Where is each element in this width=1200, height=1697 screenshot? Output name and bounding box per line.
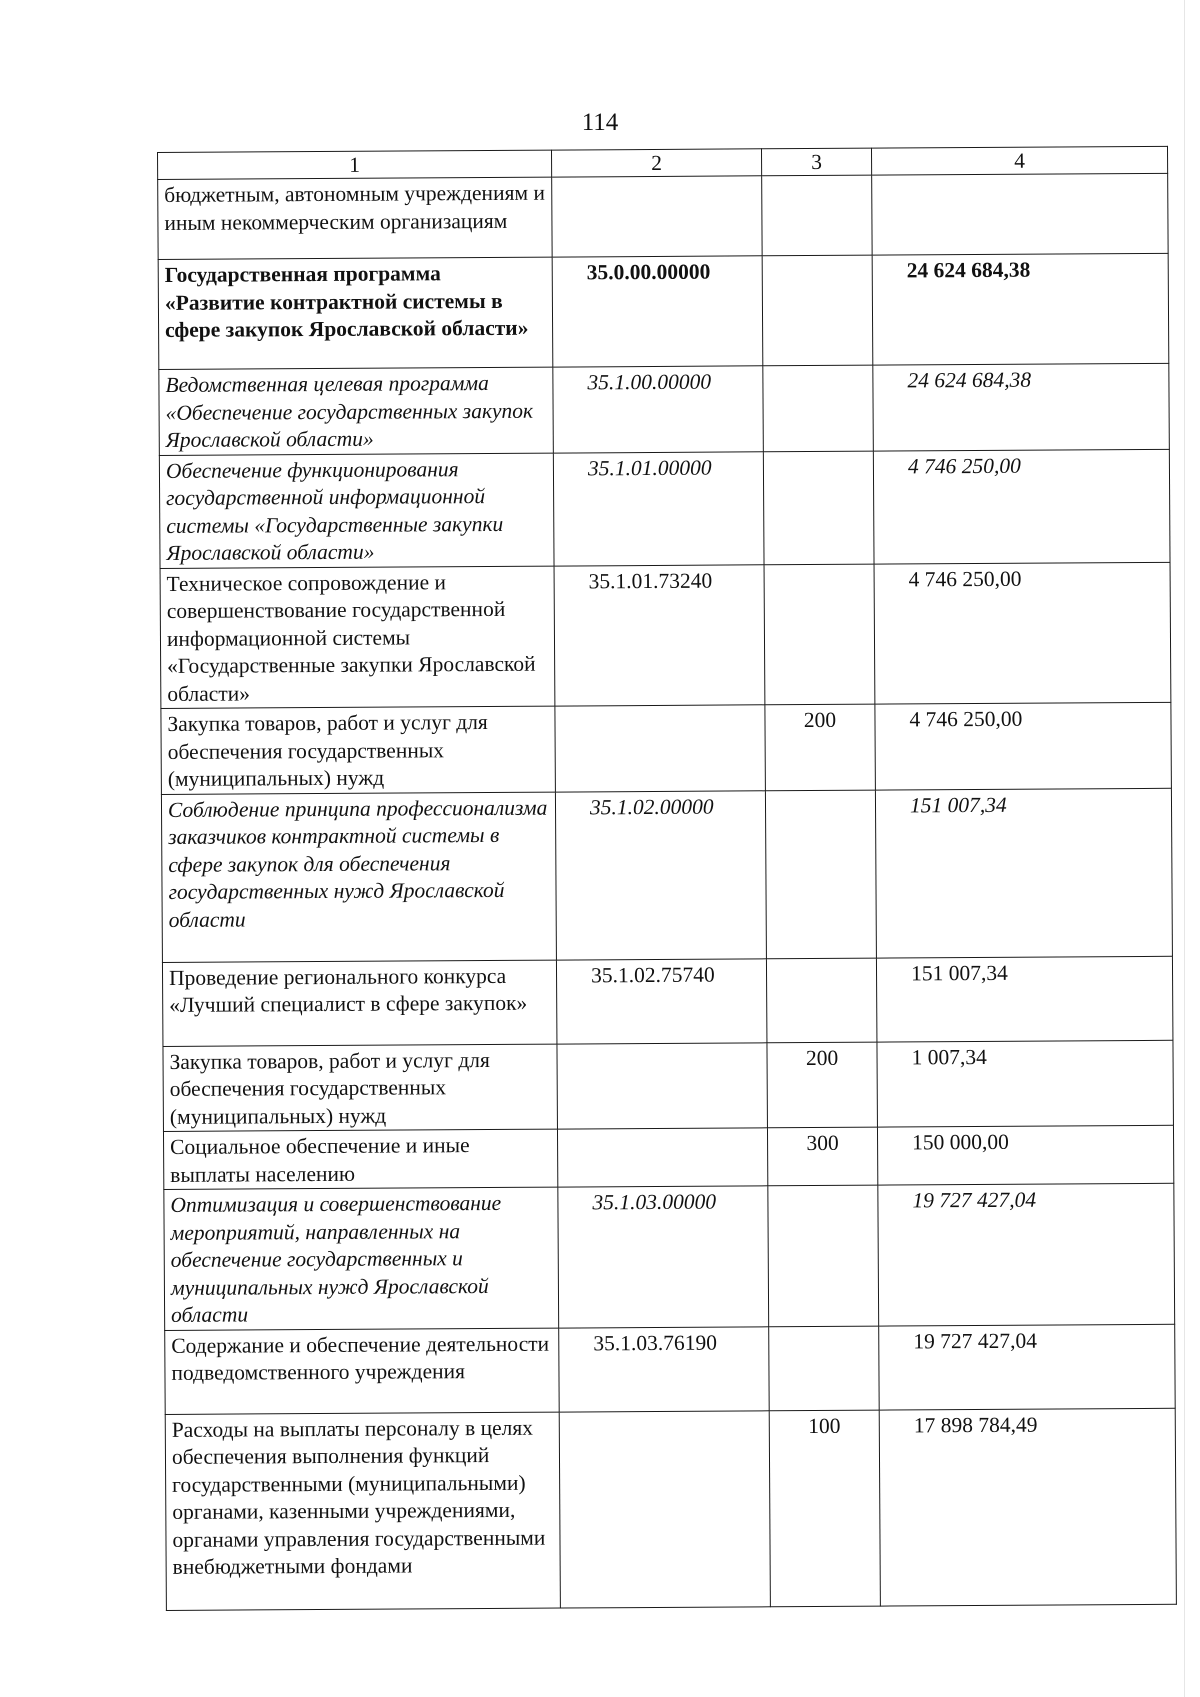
row-amount xyxy=(872,173,1168,255)
row-name: Проведение регионального конкурса «Лучший специалист в сфере закупок» xyxy=(162,960,557,1046)
column-header-2: 2 xyxy=(551,149,761,177)
table-row xyxy=(159,449,1170,568)
row-code xyxy=(557,1042,768,1129)
row-name: Техническое сопровождение и совершенствование государственной информационной системы «Государственные закупки Ярославской области» xyxy=(160,566,555,709)
row-amount: 151 007,34 xyxy=(876,956,1173,1042)
page-number: 114 xyxy=(581,109,619,136)
row-amount: 150 000,00 xyxy=(877,1125,1173,1185)
row-code xyxy=(555,705,766,792)
row-name: Содержание и обеспечение деятельности подведомственного учреждения xyxy=(165,1328,560,1414)
row-amount: 19 727 427,04 xyxy=(879,1324,1176,1410)
row-amount: 4 746 250,00 xyxy=(873,449,1170,564)
table-row xyxy=(165,1408,1176,1610)
row-amount: 4 746 250,00 xyxy=(874,562,1171,704)
table-row xyxy=(161,702,1172,794)
column-header-3: 3 xyxy=(761,148,871,176)
row-code: 35.1.00.00000 xyxy=(553,366,764,453)
table-row xyxy=(161,788,1172,962)
row-name: Закупка товаров, работ и услуг для обеспечения государственных (муниципальных) нужд xyxy=(161,706,556,794)
row-code: 35.1.01.00000 xyxy=(553,451,764,565)
row-code xyxy=(557,1128,767,1187)
row-expense-type: 300 xyxy=(767,1127,877,1186)
row-name: Соблюдение принципа профессионализма заказчиков контрактной системы в сфере закупок для обеспечения государственных нужд Ярославской области xyxy=(161,792,556,962)
table-row xyxy=(158,253,1169,369)
row-name: Расходы на выплаты персоналу в целях обеспечения выполнения функций государственными (муниципальными) органами, казенными учреждениями, органами управления государственными внебюджетными фондами xyxy=(165,1412,560,1610)
row-name: Государственная программа «Развитие контрактной системы в сфере закупок Ярославской области» xyxy=(158,257,553,369)
row-amount: 17 898 784,49 xyxy=(879,1408,1176,1606)
row-code: 35.1.03.00000 xyxy=(558,1186,769,1328)
row-name: Ведомственная целевая программа «Обеспечение государственных закупок Ярославской области» xyxy=(159,367,554,455)
column-header-4: 4 xyxy=(871,146,1167,175)
row-amount: 24 624 684,38 xyxy=(873,363,1170,450)
row-code xyxy=(552,176,762,257)
row-amount: 1 007,34 xyxy=(877,1040,1174,1127)
row-expense-type xyxy=(762,255,873,366)
row-expense-type xyxy=(763,451,874,565)
row-expense-type xyxy=(764,564,875,705)
row-code: 35.1.02.00000 xyxy=(555,790,766,959)
row-expense-type: 200 xyxy=(765,704,876,790)
row-expense-type xyxy=(766,958,877,1043)
row-name: Закупка товаров, работ и услуг для обеспечения государственных (муниципальных) нужд xyxy=(163,1044,558,1132)
row-code: 35.1.01.73240 xyxy=(554,564,765,706)
row-code: 35.0.00.00000 xyxy=(552,256,763,367)
row-expense-type: 200 xyxy=(767,1042,878,1128)
row-code: 35.1.03.76190 xyxy=(559,1326,770,1411)
row-name: Обеспечение функционирования государственной информационной системы «Государственные закупки Ярославской области» xyxy=(159,453,554,568)
row-expense-type xyxy=(762,175,872,256)
row-expense-type xyxy=(768,1185,879,1326)
table-row xyxy=(160,562,1171,709)
table-row xyxy=(163,1125,1173,1189)
scan-edge-line xyxy=(1184,0,1185,1697)
row-expense-type xyxy=(769,1326,880,1411)
table-row xyxy=(162,956,1172,1046)
row-code xyxy=(559,1410,770,1607)
table-row xyxy=(158,173,1168,259)
row-expense-type xyxy=(765,790,876,959)
row-amount: 151 007,34 xyxy=(875,788,1172,958)
table-row xyxy=(163,1040,1174,1132)
row-amount: 24 624 684,38 xyxy=(872,253,1169,365)
row-code: 35.1.02.75740 xyxy=(556,958,767,1043)
row-expense-type: 100 xyxy=(769,1410,880,1607)
row-name: Оптимизация и совершенствование мероприятий, направленных на обеспечение государственных и муниципальных нужд Ярославской области xyxy=(164,1187,559,1330)
row-amount: 4 746 250,00 xyxy=(875,702,1172,789)
column-header-1: 1 xyxy=(158,150,552,179)
table-row xyxy=(159,363,1170,455)
row-name: бюджетным, автономным учреждениям и иным некоммерческим организациям xyxy=(158,177,552,259)
row-expense-type xyxy=(763,365,874,451)
table-row xyxy=(165,1324,1175,1414)
row-name: Социальное обеспечение и иные выплаты населению xyxy=(163,1129,557,1189)
budget-table xyxy=(157,146,1177,1611)
table-row xyxy=(164,1183,1175,1330)
row-amount: 19 727 427,04 xyxy=(878,1183,1175,1325)
